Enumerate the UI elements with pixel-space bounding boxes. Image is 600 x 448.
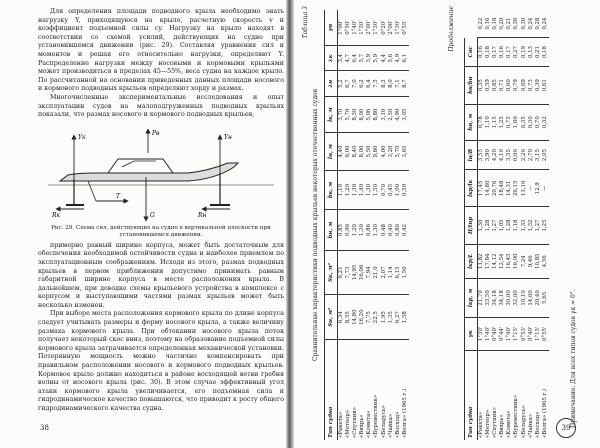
value-cell: 0,16 [478,38,486,67]
value-cell: 3,4 [338,46,346,71]
value-cell: 0,32 [542,104,549,140]
table-row [345,10,352,440]
value-cell: 6,21 [338,250,346,294]
label-lift-bow: Yн [224,133,232,141]
vessel-name-cell: «Буревестник» [513,394,520,438]
value-cell: 2,70 [528,140,535,169]
paragraph-1: Для определения площади подводного крыла необходимо знать нагрузку Y, приходящуюся на крыло, расчетную скорость v и коэффициент подъемной силы cy. Нагрузку на крыло находят в соответствии со схемой усилий, действующих на судно при установившемся движении (рис. 29). Составляя уравнения сил и моментов и решая его относительно нагрузки, определяют Y. Распределение нагрузки между носовыми и кормовыми крыльями может производиться в пределах 45—55%, веса судна на каждое крыло. По рассчитанной на основании приведенных данных площади носового и кормового подводных крыльев определяют хорду и размах. [38,8,284,93]
column-header: γк [465,317,478,350]
table-row [366,10,373,440]
value-cell: 0,17 [492,38,499,67]
value-cell: 0,80 [395,210,402,250]
value-cell: 0,61 [542,66,549,104]
value-cell: 5,2 [338,71,346,96]
value-cell: 8,0 [388,71,395,96]
value-cell: 1,20 [345,170,352,210]
value-cell: 8,3 [381,71,388,96]
value-cell: 0,19 [521,38,528,67]
column-header: bк, м [325,170,338,210]
value-cell: 1,25 [542,207,549,244]
value-cell: 0°40' [492,317,499,350]
value-cell: 1,10 [338,170,346,210]
value-cell: 1,05 [499,207,506,244]
value-cell: 14,80 [485,170,492,207]
column-header: Sк, м² [325,250,338,294]
table-header-row [325,10,338,440]
value-cell: 0,85 [492,66,499,104]
value-cell: 17,45 [478,170,486,207]
value-cell: 0°20' [381,10,388,46]
value-cell: 33,50 [485,278,492,317]
value-cell: 0,28 [535,10,542,38]
value-cell: 6,34 [338,295,346,340]
column-header: λн [325,71,338,96]
column-header: hн/bн [465,66,478,104]
value-cell: 7,5 [373,71,380,96]
value-cell: 3,70 [338,96,346,133]
value-cell: 1,50 [402,250,409,294]
label-drag-bow: Rн [198,211,207,219]
value-cell: 1,10 [485,104,492,140]
value-cell: 0°55' [402,10,409,46]
value-cell: 22,5 [373,295,380,340]
value-cell: 5,9 [373,46,380,71]
value-cell: 1°40' [352,10,359,46]
value-cell: 6,00 [513,140,520,169]
left-page [38,8,284,444]
value-cell: 30,00 [506,278,513,317]
value-cell: — [542,170,549,207]
windshield-outline [122,161,156,167]
value-cell: 14,12 [492,244,499,278]
value-cell: 1,50 [373,170,380,210]
value-cell: 7,75 [366,295,373,340]
value-cell: 5,70 [345,96,352,133]
value-cell: 0,27 [513,38,520,67]
table-row [359,10,366,440]
value-cell: 1,25 [499,104,506,140]
vessel-name-cell: «Беларусь» [520,405,527,438]
value-cell: 1,15 [492,104,499,140]
value-cell: 0,39 [535,66,542,104]
value-cell: 2,05 [542,140,549,169]
value-cell: 0°50' [345,10,352,46]
value-cell: 3,20 [388,133,395,170]
value-cell: 0,90 [345,210,352,250]
page-number-left: 38 [40,424,49,432]
rotated-table-area [298,0,600,448]
value-cell: 1°40' [485,317,492,350]
value-cell: 26,15 [513,170,520,207]
column-header: lн, м [325,133,338,170]
value-cell: 16,45 [506,244,513,278]
value-cell: 1,20 [352,210,359,250]
value-cell: 0,73 [528,66,535,104]
label-drag-aft: Rк [52,211,61,219]
vessel-name-cell: «Ракета» [338,411,344,438]
value-cell: 1,18 [513,207,520,244]
value-cell: 6,27 [395,295,402,340]
value-cell: 0,70 [381,170,388,210]
value-cell: 1,32 [528,207,535,244]
value-cell: 5,50 [366,133,373,170]
value-cell: 32,00 [513,278,520,317]
value-cell: 1,30 [359,210,366,250]
value-cell: 1,33 [521,207,528,244]
column-header: H/tпр [465,207,478,244]
value-cell: 1°30' [373,10,380,46]
table-title: Сравнительные характеристики подводных крыльев некоторых отечественных судов [312,88,319,362]
value-cell: 4,40 [338,133,346,170]
column-header: lкр/lк [465,170,478,207]
table-row [373,10,380,440]
value-cell: 1°30' [395,10,402,46]
column-header: Sн, м² [325,295,338,340]
value-cell: 16,20 [359,295,366,340]
value-cell: 0,21 [506,10,513,38]
value-cell: 8,00 [359,133,366,170]
value-cell: 0,35 [478,66,486,104]
value-cell: 1°40' [506,317,513,350]
value-cell: 0,59 [485,66,492,104]
value-cell: 6,00 [345,133,352,170]
table-row [542,10,549,440]
value-cell: 10,85 [535,244,542,278]
column-header: Тип судна [325,340,338,440]
table-row [381,10,388,440]
value-cell: 1,14 [388,250,395,294]
value-cell: 34,18 [499,278,506,317]
right-page [298,0,600,448]
value-cell: 1°15' [535,317,542,350]
table-note: Примечание. Для всех типов судов γк = 0°. [570,289,577,428]
value-cell: 16,06 [359,250,366,294]
figure-caption: Рис. 29. Схема сил, действующих на судно в вертикальной плоскости при установившемся движении. [51,224,271,238]
value-cell: 0,17 [506,38,513,67]
value-cell: 9,80 [373,133,380,170]
value-cell: 0,18 [542,38,549,67]
column-header: λк [325,46,338,71]
value-cell: 0,18 [485,38,492,67]
value-cell: 0,16 [499,38,506,67]
value-cell: 1°00' [338,10,346,46]
value-cell: 1,30 [366,170,373,210]
value-cell: 0°53' [521,317,528,350]
column-header: bн, м [325,210,338,250]
value-cell: 4,9 [395,46,402,71]
continuation-label: Продолжение [448,6,455,52]
table-row [485,10,492,440]
vessel-name-cell: «Комета» [506,410,513,438]
value-cell: 0°55' [542,317,549,350]
book-fold [286,0,294,448]
table-row [506,10,513,440]
value-cell: 1,27 [492,207,499,244]
value-cell: 0°44' [499,317,506,350]
value-cell: 10,10 [521,278,528,317]
propeller-shaft [88,181,96,201]
hull-shape [60,163,238,181]
value-cell: 3,90 [485,140,492,169]
value-cell: 1,30 [352,170,359,210]
value-cell: 2°00' [388,10,395,46]
value-cell: 12,9 [535,170,542,207]
value-cell: 11,82 [478,244,486,278]
value-cell: 5,06 [366,96,373,133]
value-cell: 8,40 [352,133,359,170]
value-cell: 6,7 [345,71,352,96]
paragraph-3: примерно равный ширине корпуса, может быть достаточным для обеспечения необходимой остойчивости судна и наиболее приемлем по эксплуатационным соображениям. Исходя из этого, размах подводных крыльев в первом приближении допустимо принимать равным габаритной ширине корпуса в месте расположения крыла. В дальнейшем, при доводке схемы крыльевого устройства в комплексе с корпусом и выступающими частями размах крыльев может быть несколько изменен. [38,241,284,309]
table-row [492,10,499,440]
column-header: Тип судна [465,350,478,440]
value-cell: 1,28 [485,207,492,244]
column-header: hн, м [465,104,478,140]
column-header: lк, м [325,96,338,133]
table-wing-characteristics [324,10,409,440]
value-cell: 0,60 [506,66,513,104]
value-cell: 0,36 [513,10,520,38]
value-cell: 0,71 [499,66,506,104]
value-cell: 1,35 [388,295,395,340]
paragraph-4: При выборе места расположения кормового крыла по длине корпуса следует учитывать размеры и форму носового крыла, а также величину размаха кормового крыла. При обтекании носового крыла поток получает некоторый скос вниз, поэтому на образование подъемной силы кормового крыла затрачивается определенная механической установки. Потерянную мощность можно частично компенсировать при правильном расположении носового и кормового подводных крыльев. Кормовое крыло должно находиться в районе восходящей ветви гребня волны от носового крыла (рис. 30). В этом случае эффективный угол атаки кормового крыла увеличивается, его подъемная сила и гидродинамическое качество повышаются, что приводит к росту общего гидродинамического качества судна. [38,310,284,412]
value-cell: 0,20 [499,10,506,38]
value-cell: 0,86 [366,210,373,250]
value-cell: 6,4 [352,46,359,71]
table-row [395,10,402,440]
value-cell: 3,9 [366,46,373,71]
value-cell: 1,00 [395,170,402,210]
value-cell: 12,54 [499,244,506,278]
value-cell: 16,00 [513,244,520,278]
value-cell: 0,21 [535,38,542,67]
value-cell: 8,30 [352,96,359,133]
value-cell: 9,46 [528,244,535,278]
value-cell: 0,24 [528,10,535,38]
value-cell: 1,58 [402,295,409,340]
value-cell: 0,79 [513,66,520,104]
value-cell: 34,18 [492,278,499,317]
value-cell: 1°15' [513,317,520,350]
value-cell: 5,70 [395,133,402,170]
value-cell: 6,1 [402,46,409,71]
value-cell: 1,30 [478,207,486,244]
value-cell: 5,65 [542,278,549,317]
value-cell: 4,10 [499,140,506,169]
value-cell: 1,40 [359,170,366,210]
value-cell: 0,70 [535,104,542,140]
value-cell: 0,30 [521,10,528,38]
vessel-name-cell: «Чайка» [527,413,534,438]
value-cell: 8,55 [345,295,352,340]
label-thrust: Т [116,192,121,200]
vessel-name-cell: «Буревестник» [373,394,380,438]
value-cell: 4,7 [345,46,352,71]
value-cell: 7,1 [395,71,402,96]
value-cell: 6,15 [395,250,402,294]
vessel-name-cell: «Восход» [534,411,541,438]
value-cell: 4,00 [381,133,388,170]
column-header: γн [325,10,338,46]
value-cell: 0,22 [478,10,486,38]
vessel-name-cell: «Метеор» [345,409,352,438]
value-cell: 14,31 [506,170,513,207]
value-cell: 1,60 [513,104,520,140]
vessel-name-cell: «Спутник» [492,406,499,438]
table-wing-characteristics-continued [464,10,549,440]
vessel-name-cell: «Вихрь» [499,414,506,438]
table-row [528,10,535,440]
value-cell: 4,20 [492,140,499,169]
value-cell: 14,80 [352,295,359,340]
hydrofoil-force-diagram [38,123,284,223]
value-cell: 14,95 [352,250,359,294]
table-header-row [465,10,478,440]
value-cell: 2°00' [366,10,373,46]
value-cell: 0,42 [402,210,409,250]
value-cell: 0,85 [338,210,346,250]
value-cell: 7,73 [345,250,352,294]
vessel-name-cell: «Волга» (1965 г.) [401,388,408,438]
value-cell: 0°40' [528,317,535,350]
value-cell: 3,05 [402,96,409,133]
value-cell: 8,00 [359,96,366,133]
table-row [513,10,520,440]
value-cell: 0,48 [381,210,388,250]
table-row [521,10,528,440]
value-cell: 0,45 [388,170,395,210]
value-cell: 18,48 [499,170,506,207]
vessel-name-cell: «Комета» [366,410,373,438]
value-cell: 6,4 [366,71,373,96]
figure-29 [38,123,284,223]
value-cell: 3,55 [506,140,513,169]
value-cell: 1°30' [359,10,366,46]
column-header: Cвс [465,38,478,67]
table-row [535,10,542,440]
table-row [478,10,486,440]
column-header: lкр/L [465,244,478,278]
value-cell: 7,24 [521,244,528,278]
value-cell: 3,10 [381,96,388,133]
value-cell: 17,84 [485,244,492,278]
table-row [388,10,395,440]
label-weight: G [150,211,155,219]
label-lift-aft: Yк [78,133,86,141]
value-cell: 20,76 [492,170,499,207]
value-cell: 2,50 [388,96,395,133]
column-header: lкр, м [465,278,478,317]
value-cell: 13,10 [521,170,528,207]
vessel-name-cell: «Вихрь» [359,414,366,438]
value-cell: 0,13 [528,38,535,67]
value-cell: 1,27 [535,207,542,244]
vessel-name-cell: «Беларусь» [380,405,387,438]
value-cell: 1,30 [373,210,380,250]
value-cell: 5,7 [359,46,366,71]
value-cell: 20,40 [535,278,542,317]
value-cell: 2,20 [521,140,528,169]
value-cell: 1,28 [506,207,513,244]
value-cell: 0,16 [485,10,492,38]
value-cell: 5,6 [388,46,395,71]
value-cell: 7,94 [366,250,373,294]
value-cell: 3,65 [402,133,409,170]
value-cell: 14,00 [528,278,535,317]
value-cell: 4,56 [542,244,549,278]
value-cell: 0,69 [521,66,528,104]
value-cell: 0,75 [506,104,513,140]
vessel-name-cell: «Спутник» [352,406,359,438]
table-row [352,10,359,440]
value-cell: 0,18 [492,10,499,38]
vessel-name-cell: «Чайка» [387,413,394,438]
label-air-force: Рв [152,129,160,137]
column-header: lн/B [465,140,478,169]
value-cell: 21,0 [373,250,380,294]
table-label: Таблица 3 [302,6,309,39]
value-cell: 8,80 [373,96,380,133]
value-cell: 0,78 [478,104,486,140]
value-cell: 0,50 [402,170,409,210]
value-cell: 2,07 [381,250,388,294]
value-cell: 4,4 [381,46,388,71]
page-number-right: 39 [556,418,576,438]
value-cell: 1,95 [381,295,388,340]
value-cell: 3,15 [535,140,542,169]
value-cell: 7,0 [352,71,359,96]
table-row [338,10,346,440]
value-cell: 0,30 [528,104,535,140]
value-cell: 4,90 [395,96,402,133]
vessel-name-cell: «Ракета» [478,411,484,438]
value-cell: 21,70 [478,278,486,317]
value-cell: — [528,170,535,207]
table-row [499,10,506,440]
value-cell: 6,2 [359,71,366,96]
value-cell: 1°30' [478,317,486,350]
value-cell: 0,24 [542,10,549,38]
value-cell: 0,40 [388,210,395,250]
vessel-name-cell: «Волга» (1965 г.) [541,388,548,438]
table-row [402,10,409,440]
value-cell: 8,7 [402,71,409,96]
value-cell: 0,35 [521,104,528,140]
paragraph-2: Многочисленные экспериментальные исследования и опыт эксплуатации судов на малоподгруженных подводных крыльях показали, что размах носового и кормового подводных крыльев, [38,93,284,119]
vessel-name-cell: «Восход» [394,411,401,438]
value-cell: 3,53 [478,140,486,169]
vessel-name-cell: «Метеор» [485,409,492,438]
